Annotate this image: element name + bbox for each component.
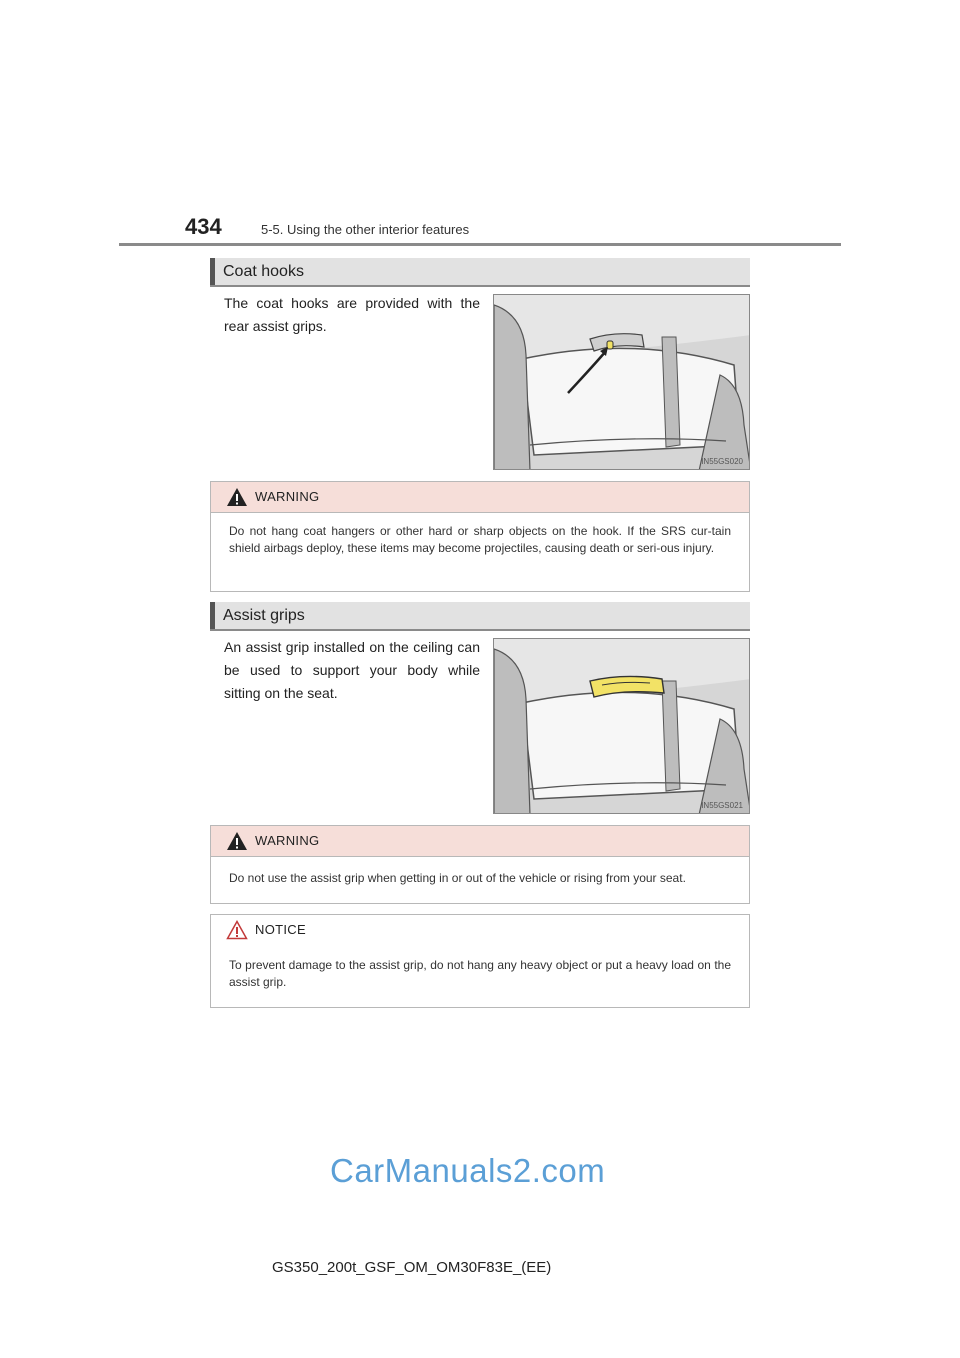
heading-accent-bar — [210, 258, 215, 285]
warning-triangle-icon — [226, 487, 248, 507]
warning-text: Do not use the assist grip when getting in or out of the vehicle or rising from your seat. — [229, 871, 686, 885]
figure-code: IN55GS021 — [701, 801, 743, 810]
header-divider — [119, 243, 841, 246]
chapter-title: 5-5. Using the other interior features — [261, 222, 470, 237]
figure-code: IN55GS020 — [701, 457, 743, 466]
coat-hooks-heading-text: Coat hooks — [223, 263, 304, 280]
notice-box — [210, 914, 750, 1008]
coat-hooks-heading — [210, 258, 750, 287]
heading-accent-bar — [210, 602, 215, 629]
notice-label: NOTICE — [255, 922, 306, 937]
assist-grip-illustration — [493, 638, 750, 814]
assist-grips-heading-text: Assist grips — [223, 607, 305, 624]
warning-text: Do not hang coat hangers or other hard or sharp objects on the hook. If the SRS cur-tain shield airbags deploy, these items may become projectiles, causing death or seri-ous injury. — [229, 524, 731, 555]
warning-triangle-icon — [226, 831, 248, 851]
watermark-text: CarManuals2.com — [330, 1152, 606, 1189]
warning-label: WARNING — [255, 833, 320, 848]
assist-grips-heading — [210, 602, 750, 631]
coat-hook-illustration — [493, 294, 750, 470]
caution-triangle-icon — [226, 920, 248, 940]
warning-header — [211, 826, 749, 857]
assist-grip-warning-box — [210, 825, 750, 904]
page-number: 434 — [185, 214, 222, 239]
notice-header — [211, 915, 749, 945]
assist-grips-description: An assist grip installed on the ceiling can be used to support your body while sitting on the seat. — [224, 639, 480, 701]
model-code-footer: GS350_200t_GSF_OM_OM30F83E_(EE) — [272, 1259, 552, 1276]
warning-label: WARNING — [255, 489, 320, 504]
notice-text: To prevent damage to the assist grip, do not hang any heavy object or put a heavy load on the assist grip. — [229, 958, 731, 989]
coat-hook-warning-box — [210, 481, 750, 592]
coat-hooks-description: The coat hooks are provided with the rear assist grips. — [224, 295, 480, 334]
warning-header — [211, 482, 749, 513]
